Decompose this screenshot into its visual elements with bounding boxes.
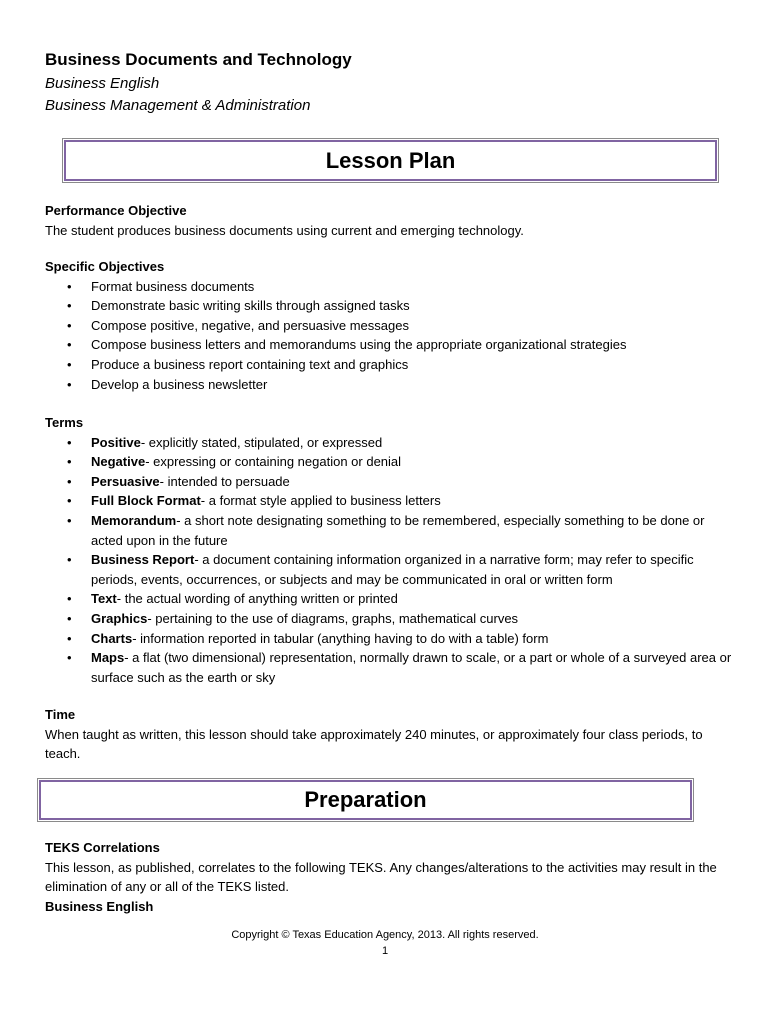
performance-objective-section <box>45 201 735 240</box>
bullet-icon: • <box>67 454 72 470</box>
bullet-icon: • <box>67 630 72 646</box>
term-word: Memorandum <box>91 512 177 528</box>
term-word: Business Report <box>91 552 195 568</box>
bullet-icon: • <box>67 650 72 666</box>
term-word: Graphics <box>91 610 148 626</box>
page-number: 1 <box>381 945 389 957</box>
term-item <box>45 589 735 609</box>
bullet-icon: • <box>67 298 72 314</box>
terms-section <box>45 413 735 687</box>
section-heading: TEKS Correlations <box>45 840 160 855</box>
term-definition: - pertaining to the use of diagrams, graphs, mathematical curves <box>147 610 519 626</box>
term-word: Text <box>91 591 117 607</box>
list-item-text: Produce a business report containing text and graphics <box>91 356 409 372</box>
list-item-text: Format business documents <box>91 278 255 294</box>
section-text: When taught as written, this lesson should take approximately 240 minutes, or approximately four class periods, to teach. <box>45 726 703 762</box>
bullet-icon: • <box>67 473 72 489</box>
term-item <box>45 550 735 589</box>
section-subheading: Business English <box>45 898 154 914</box>
term-item <box>45 609 735 629</box>
term-definition: - the actual wording of anything written or printed <box>116 591 398 607</box>
term-word: Persuasive <box>91 473 160 489</box>
section-heading: Terms <box>45 415 84 430</box>
term-definition: - a flat (two dimensional) representation, normally drawn to scale, or a part or whole of a surveyed area or surface such as the earth or sky <box>91 650 732 685</box>
list-item <box>45 355 735 375</box>
section-text: This lesson, as published, correlates to the following TEKS. Any changes/alterations to the activities may result in the elimination of any or all of the TEKS listed. <box>45 859 717 895</box>
term-item <box>45 648 735 687</box>
term-definition: - explicitly stated, stipulated, or expressed <box>140 434 383 450</box>
bullet-icon: • <box>67 552 72 568</box>
list-item <box>45 375 735 395</box>
terms-list <box>45 433 735 688</box>
bullet-icon: • <box>67 376 72 392</box>
subtitle-business-english: Business English <box>45 75 160 92</box>
section-heading: Specific Objectives <box>45 259 165 274</box>
list-item <box>45 277 735 297</box>
bullet-icon: • <box>67 356 72 372</box>
term-definition: - a short note designating something to be remembered, especially something to be done or acted upon in the future <box>91 512 705 548</box>
term-word: Maps <box>91 650 125 666</box>
term-item <box>45 452 735 472</box>
section-heading: Performance Objective <box>45 203 187 218</box>
bullet-icon: • <box>67 434 72 450</box>
subtitle-cluster: Business Management & Administration <box>45 97 311 114</box>
bullet-icon: • <box>67 591 72 607</box>
term-word: Negative <box>91 454 146 470</box>
term-item <box>45 629 735 649</box>
bullet-icon: • <box>67 337 72 353</box>
list-item <box>45 296 735 316</box>
term-definition: - intended to persuade <box>159 473 290 489</box>
section-heading: Time <box>45 707 76 722</box>
lesson-plan-banner <box>64 140 717 181</box>
term-item <box>45 491 735 511</box>
term-definition: - expressing or containing negation or denial <box>145 454 402 470</box>
term-item <box>45 472 735 492</box>
bullet-icon: • <box>67 610 72 626</box>
list-item-text: Develop a business newsletter <box>91 376 268 392</box>
specific-objectives-section <box>45 257 735 394</box>
term-item <box>45 511 735 550</box>
preparation-heading: Preparation <box>304 787 427 812</box>
term-item <box>45 433 735 453</box>
list-item-text: Demonstrate basic writing skills through assigned tasks <box>91 298 410 314</box>
bullet-icon: • <box>67 493 72 509</box>
teks-section <box>45 838 735 916</box>
term-word: Full Block Format <box>91 493 201 509</box>
term-definition: - a document containing information organized in a narrative form; may refer to specific periods, events, occurrences, or subjects and may be communicated in oral or written form <box>91 552 694 587</box>
time-section <box>45 705 735 764</box>
bullet-icon: • <box>67 317 72 333</box>
list-item <box>45 335 735 355</box>
section-text: The student produces business documents using current and emerging technology. <box>45 222 524 238</box>
bullet-icon: • <box>67 512 72 528</box>
term-word: Positive <box>91 434 141 450</box>
term-definition: - a format style applied to business letters <box>200 493 441 509</box>
list-item <box>45 316 735 336</box>
lesson-plan-heading: Lesson Plan <box>325 147 456 173</box>
preparation-banner <box>39 780 692 820</box>
course-title: Business Documents and Technology <box>45 50 352 69</box>
bullet-icon: • <box>67 278 72 294</box>
list-item-text: Compose business letters and memorandums using the appropriate organizational strategies <box>91 337 627 353</box>
list-item-text: Compose positive, negative, and persuasive messages <box>91 317 409 333</box>
copyright-footer: Copyright © Texas Education Agency, 2013. All rights reserved. <box>231 929 539 941</box>
objectives-list <box>45 277 735 395</box>
term-word: Charts <box>91 630 133 646</box>
term-definition: - information reported in tabular (anything having to do with a table) form <box>132 630 549 646</box>
